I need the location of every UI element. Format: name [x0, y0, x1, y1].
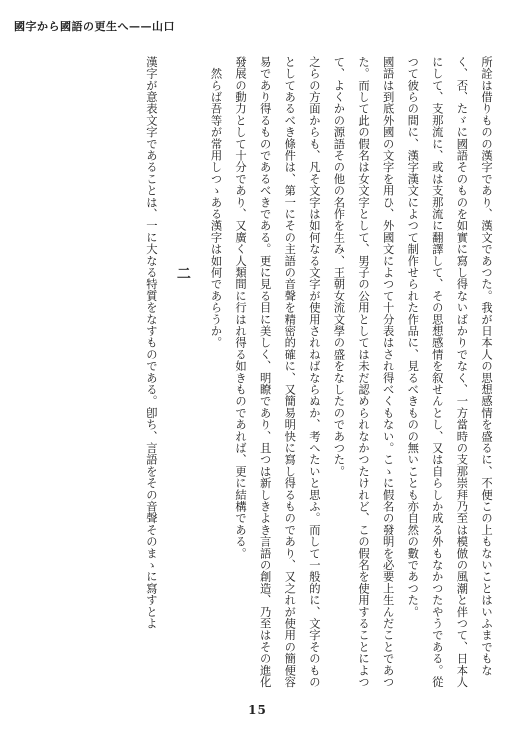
page-body: [22, 56, 498, 696]
section-number: 二: [174, 266, 191, 286]
paragraph-4: 然らば吾等が常用しつゝある漢字は如何であらうか。: [209, 67, 223, 349]
paragraph-2: 國語は到底外國の文字を用ひ、外國文によつて十分表はされ得べくもない。こゝに假名の發明を必要上生んだことであつた。而して此の假名は女文字として、男子の公用としては未だ認められなかつたけれど、この假名を使用することによつて、よくかの源語その他の名作を生み、王朝女流文學の盛をなしたのであつた。: [332, 56, 395, 688]
section-paragraph-1: 漢字が意表文字であることは、一に大なる特質をなすものである。卽ち、言語をその音聲そのまゝに寫すとよ: [144, 56, 158, 630]
page-number: 15: [248, 703, 267, 717]
paragraph-1: 所詮は借りものの漢字であり、漢文であつた。我が日本人の思想感情を盛るに、不便この上もないことはいふまでもなく、否、たゞに國語そのものを如實に寫し得ないばかりでなく、一方當時の支那崇拜乃至は模倣の風潮と伴つて、日本人にして、支那流に、或は支那流に翻譯して、その思想感情を叙せんとし、又は自らしか成る外もなかつたやうである。從つて彼らの間に、漢字漢文によつて制作せられた作品に、見るべきものの無いことも亦自然の數であつた。: [406, 56, 493, 688]
paragraph-3: 之らの方面からも、凡そ文字は如何なる文字が使用されねばならぬか、考へたいと思ふ。而して一般的に、文字そのものとしてあるべき條件は、第一にその主語の音聲を精密的確に、又簡易明快に寫し得るものであり、又之れが使用の簡便容易であり得るものであるべきである。更に見る目に美しく、明瞭であり、且つは新しきよき言語の創造、乃至はその進化發展の動力として十分であり、又廣く人類間に行はれ得る如きものであれば、更に結構である。: [234, 56, 321, 688]
running-header: 國字から國語の更生へ——山口: [14, 20, 175, 33]
